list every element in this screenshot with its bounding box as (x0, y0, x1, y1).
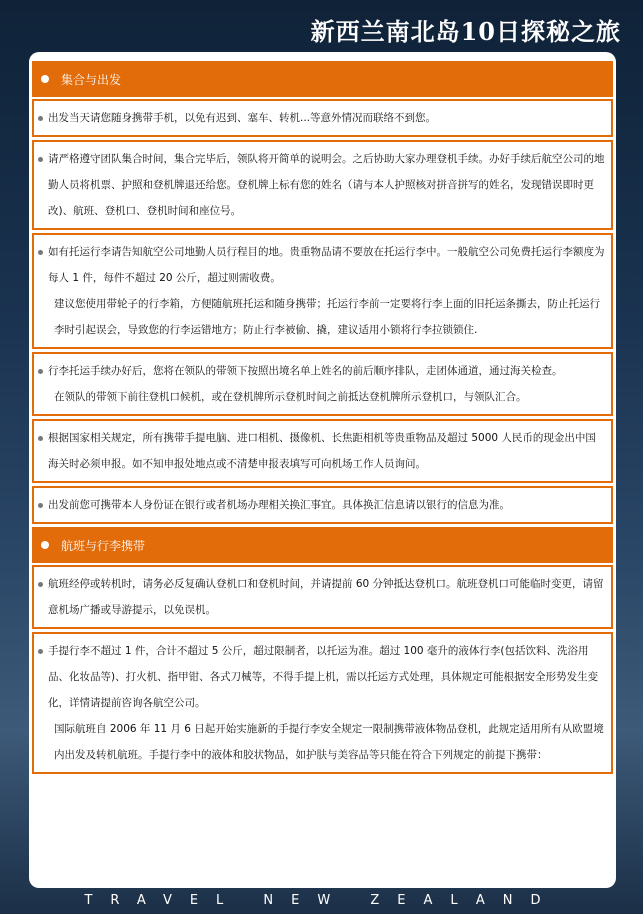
page-title: 新西兰南北岛10日探秘之旅 (310, 17, 621, 46)
bullet-dot-icon (41, 75, 49, 83)
bullet-icon (38, 503, 43, 508)
bullet-icon (38, 649, 43, 654)
info-item (32, 486, 613, 524)
bullet-icon (38, 436, 43, 441)
info-item (32, 632, 613, 774)
item-paragraph: 请严格遵守团队集合时间，集合完毕后，领队将开简单的说明会。之后协助大家办理登机手续。办好手续后航空公司的地勤人员将机票、护照和登机牌退还给您。登机牌上标有您的姓名（请与本人护照核对拼音拼写的姓名，发现错误即时更改)、航班、登机口、登机时间和座位号。 (48, 153, 605, 217)
item-paragraph: 航班经停或转机时，请务必反复确认登机口和登机时间，并请提前 60 分钟抵达登机口。航班登机口可能临时变更，请留意机场广播或导游提示，以免误机。 (48, 578, 604, 616)
item-paragraph: 建议您使用带轮子的行李箱，方便随航班托运和随身携带；托运行李前一定要将行李上面的旧托运条撕去，防止托运行李时引起误会，导致您的行李运错地方；防止行李被偷、撬，建议适用小锁将行李拉锁锁住. (54, 298, 600, 336)
section-heading: 航班与行李携带 (61, 538, 146, 553)
section-heading: 集合与出发 (61, 72, 122, 87)
info-item (32, 565, 613, 629)
info-item (32, 140, 613, 230)
content-card (29, 52, 616, 888)
bullet-icon (38, 582, 43, 587)
section-header (32, 527, 613, 563)
info-item (32, 233, 613, 349)
info-item (32, 419, 613, 483)
content-sections (32, 61, 613, 777)
footer-tagline: TRAVEL NEW ZEALAND (84, 893, 559, 908)
bullet-icon (38, 157, 43, 162)
item-paragraph: 根据国家相关规定，所有携带手提电脑、进口相机、摄像机、长焦距相机等贵重物品及超过 5000 人民币的现金出中国海关时必须申报。如不知申报处地点或不清楚申报表填写可向机场工作人员询问。 (48, 432, 596, 470)
bullet-icon (38, 250, 43, 255)
info-item (32, 352, 613, 416)
item-paragraph: 手提行李不超过 1 件，合计不超过 5 公斤，超过限制者，以托运为准。超过 100 毫升的液体行李(包括饮料、洗浴用品、化妆品等)、打火机、指甲钳、各式刀械等，不得手提上机，需以托运方式处理，具体规定可能根据安全形势发生变化，详情请提前咨询各航空公司。 (48, 645, 599, 709)
section-header (32, 61, 613, 97)
item-paragraph: 在领队的带领下前往登机口候机，或在登机牌所示登机时间之前抵达登机牌所示登机口，与领队汇合。 (54, 391, 527, 403)
item-paragraph: 出发当天请您随身携带手机，以免有迟到、塞车、转机...等意外情况而联络不到您。 (48, 112, 437, 124)
item-paragraph: 如有托运行李请告知航空公司地勤人员行程目的地。贵重物品请不要放在托运行李中。一般航空公司免费托运行李额度为每人 1 件，每件不超过 20 公斤，超过则需收费。 (48, 246, 605, 284)
item-paragraph: 国际航班自 2006 年 11 月 6 日起开始实施新的手提行李安全规定一限制携带液体物品登机，此规定适用所有从欧盟境内出发及转机航班。手提行李中的液体和胶状物品，如护肤与美容品等只能在符合下列规定的前提下携带： (54, 723, 604, 761)
bullet-dot-icon (41, 541, 49, 549)
info-item (32, 99, 613, 137)
bullet-icon (38, 369, 43, 374)
item-paragraph: 出发前您可携带本人身份证在银行或者机场办理相关换汇事宜。具体换汇信息请以银行的信息为准。 (48, 499, 510, 511)
bullet-icon (38, 116, 43, 121)
item-paragraph: 行李托运手续办好后，您将在领队的带领下按照出境名单上姓名的前后顺序排队，走团体通道，通过海关检查。 (48, 365, 563, 377)
